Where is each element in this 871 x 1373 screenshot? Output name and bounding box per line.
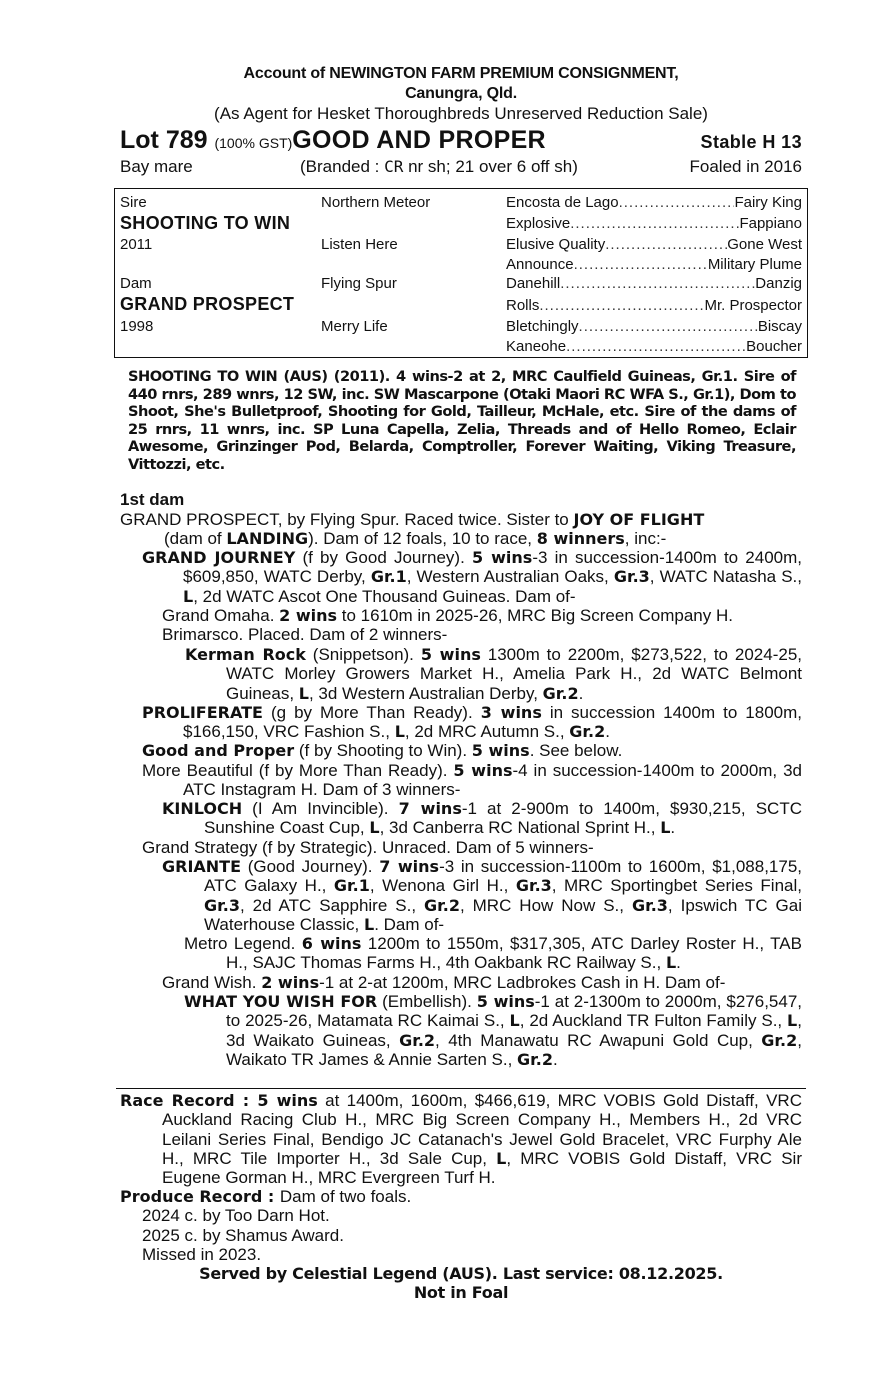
race-grade: L [496,1148,507,1168]
produce-item: Missed in 2023. [142,1245,262,1264]
ancestor-right: Gone West [727,236,802,253]
entry-text: , Wenona Girl H., [369,876,516,896]
progeny-name: Kerman Rock [185,645,306,664]
race-grade: Gr.1 [370,567,407,587]
race-grade: L [394,722,405,742]
stable-number: Stable H 13 [700,132,802,152]
winner-count: 8 winners [536,529,625,549]
brand-suffix: nr sh; 21 over 6 off sh) [403,157,578,176]
sire-description: SHOOTING TO WIN (AUS) (2011). 4 wins-2 at 2, MRC Caulfield Guineas, Gr.1. Sire of 440 rnrs, 289 wnrs, 12 SW, inc. SW Mascarpone (Otaki Maori RC WFA S., Gr.1), Dom to Shoot, She's Bulletproof, Shooting for Gold, Tailleur, McHale, etc. Sire of the dams of 25 rnrs, 11 wnrs, inc. SP Luna Capella, Zelia, Threads and of Hello Romeo, Eclair Awesome, Grinzinger Pod, Belarda, Comptroller, Forever Waiting, Viking Treasure, Vittozzi, etc. [128,368,796,473]
ancestor-right: Military Plume [707,256,802,273]
race-grade: L [665,953,677,973]
entry-text: -1 at 2-at 1200m, MRC Ladbrokes Cash in H. Dam of- [319,973,726,992]
win-count: 6 wins [301,934,362,953]
progeny-entry [162,973,802,992]
produce-item: 2024 c. by Too Darn Hot. [142,1206,330,1225]
win-count: 2 wins [261,973,320,992]
entry-text: , Ipswich TC Gai Waterhouse Classic, [204,895,803,934]
entry-text: -1 at 2-900m to 1400m, $930,215, SCTC Sunshine Coast Cup, [204,799,802,838]
dam-label: Dam [120,275,152,292]
ancestor-right: Mr. Prospector [704,297,802,314]
dam-name: GRAND PROSPECT [120,294,295,314]
leader-dots [570,214,739,234]
entry-text: -4 in succession-1400m to 2000m, 3d ATC Instagram H. Dam of 3 winners- [183,761,802,800]
brand-info [300,157,578,177]
pedigree-table [114,188,808,358]
win-count: 5 wins [257,1091,318,1110]
race-grade: L [363,914,375,934]
consignor-location: Canungra, Qld. [405,85,517,102]
entry-text: (g by More Than Ready). [262,703,481,722]
race-grade: L [183,586,194,606]
brand-mark: CR [384,157,404,176]
entry-text: Brimarsco. Placed. Dam of 2 winners- [162,625,448,644]
win-count: 7 wins [398,799,462,818]
progeny-entry [142,741,802,760]
race-grade: Gr.3 [631,895,668,915]
first-dam-text: GRAND PROSPECT, by Flying Spur. Raced twice. Sister to [120,510,574,529]
entry-text: , Western Australian Oaks, [406,567,614,587]
race-grade: L [787,1011,798,1031]
race-grade: Gr.2 [424,895,460,915]
progeny-entry [142,761,802,800]
race-grade: L [660,818,671,838]
entry-text: , 3d Canberra RC National Sprint H., [379,818,661,838]
race-record-label: Race Record : [120,1091,258,1110]
ancestor-row [506,235,802,255]
entry-text: . [676,953,681,973]
progeny-entry [162,606,802,625]
race-grade: Gr.2 [517,1049,553,1069]
progeny-entry [162,857,803,934]
first-dam-text: (dam of [164,529,227,549]
dam-sire: Flying Spur [321,275,397,292]
entry-text: . Dam of- [374,914,445,934]
foal-status: Not in Foal [413,1283,509,1302]
lot-line [120,126,802,156]
progeny-name: Good and Proper [142,741,295,760]
lot-title [120,126,546,155]
entry-text: (f by Shooting to Win). [294,741,472,760]
leader-dots [605,235,727,255]
ancestor-row [506,274,802,294]
progeny-name: GRIANTE [162,857,242,876]
race-grade: Gr.3 [204,895,240,915]
produce-item: 2025 c. by Shamus Award. [142,1226,344,1245]
produce-record-text: Dam of two foals. [279,1187,412,1206]
race-grade: Gr.2 [761,1030,798,1050]
leader-dots [579,317,758,337]
race-grade: Gr.2 [399,1030,436,1050]
entry-text: 1300m to 2200m, $273,522, to 2024-25, WATC Morley Growers Market H., Amelia Park H., 2d WATC Belmont Guineas, [226,645,803,703]
sire-dam: Listen Here [321,236,398,253]
entry-text: to 1610m in 2025-26, MRC Big Screen Company H. [337,606,733,625]
first-dam-text: , inc:- [624,529,667,549]
horse-name: GOOD AND PROPER [292,126,546,154]
race-record-text: at 1400m, 1600m, $466,619, MRC VOBIS Gold Distaff, VRC Auckland Racing Club H., MRC Big Screen Company H., Members H., 2d VRC Leilani Series Final, Bendigo JC Catanach's Jewel Gold Bracelet, VRC Furphy Ale H., MRC Tile Importer H., 3d Sale Cup, [162,1091,802,1168]
entry-text: , WATC Natasha S., [649,567,802,587]
ancestor-row [506,193,802,213]
race-record-text: , MRC VOBIS Gold Distaff, VRC Sir Eugene Gorman H., MRC Evergreen Turf H. [162,1148,802,1188]
sibling-progeny-name: LANDING [226,529,309,549]
win-count: 5 wins [476,992,535,1011]
win-count: 5 wins [420,645,481,664]
entry-text: (Snippetson). [305,645,421,664]
win-count: 5 wins [453,761,513,780]
leader-dots [574,255,708,275]
ancestor-left: Elusive Quality [506,236,606,253]
progeny-name: WHAT YOU WISH FOR [184,992,378,1011]
entry-text: , 4th Manawatu RC Awapuni Gold Cup, [435,1030,762,1050]
entry-text: , Waikato TR James & Annie Sarten S., [226,1030,802,1069]
race-grade: L [369,818,380,838]
entry-text: . [578,683,584,703]
progeny-entry [184,934,802,973]
ancestor-left: Explosive [506,215,571,232]
ancestor-right: Fairy King [734,194,802,211]
entry-text: , MRC How Now S., [459,895,632,915]
sire-label: Sire [120,194,147,211]
first-dam-heading: 1st dam [120,490,185,509]
ancestor-row [506,296,802,316]
entry-text: (f by Good Journey). [295,548,472,567]
dam-dam: Merry Life [321,318,388,335]
ancestor-right: Biscay [757,318,802,335]
entry-text: , 3d Waikato Guineas, [226,1011,802,1050]
race-grade: Gr.1 [333,876,370,896]
win-count: 5 wins [471,741,530,760]
entry-text: -3 in succession-1100m to 1600m, $1,088,175, ATC Galaxy H., [204,857,803,896]
lot-subline [120,157,802,179]
consignor-name: Account of NEWINGTON FARM PREMIUM CONSIGNMENT, [243,65,679,82]
progeny-entry [142,548,802,606]
progeny-entry [184,992,803,1069]
race-record [120,1091,802,1188]
progeny-entry [185,645,803,703]
horse-sex: Bay mare [120,157,193,176]
race-grade: Gr.3 [613,567,650,587]
foaled-year: Foaled in 2016 [689,157,802,176]
win-count: 2 wins [279,606,338,625]
entry-text: (Embellish). [377,992,477,1011]
entry-text: , 2d Auckland TR Fulton Family S., [519,1011,788,1031]
ancestor-left: Kaneohe [506,338,567,355]
ancestor-row [506,255,802,275]
win-count: 7 wins [379,857,440,876]
ancestor-left: Danehill [506,275,561,292]
section-divider [116,1088,806,1089]
entry-text: 1200m to 1550m, $317,305, ATC Darley Roster H., TAB H., SAJC Thomas Farms H., 4th Oakbank RC Railway S., [226,934,802,973]
leader-dots [539,296,704,316]
entry-text: (I Am Invincible). [242,799,399,818]
first-dam-text: ). Dam of 12 foals, 10 to race, [308,529,537,549]
consignor-header [120,64,802,124]
race-grade: L [298,683,309,703]
progeny-name: PROLIFERATE [142,703,263,722]
entry-text: -1 at 2-1300m to 2000m, $276,547, to 2025-26, Matamata RC Kaimai S., [226,992,803,1031]
ancestor-row [506,317,802,337]
win-count: 3 wins [480,703,542,722]
race-grade: Gr.2 [542,683,579,703]
progeny-entry [162,625,802,644]
sibling-name: JOY OF FLIGHT [573,510,705,529]
leader-dots [619,193,735,213]
ancestor-right: Danzig [755,275,802,292]
entry-text: . [605,722,610,742]
entry-text: Metro Legend. [184,934,302,953]
ancestor-left: Bletchingly [506,318,579,335]
progeny-entry [142,838,802,857]
leader-dots [566,337,746,357]
race-grade: Gr.2 [569,722,606,742]
ancestor-right: Boucher [746,338,802,355]
agent-line: (As Agent for Hesket Thoroughbreds Unreserved Reduction Sale) [214,104,708,123]
entry-text: , 2d MRC Autumn S., [404,722,570,742]
ancestor-row [506,214,802,234]
progeny-name: KINLOCH [162,799,243,818]
entry-text: . [670,818,676,838]
sire-year: 2011 [120,236,153,253]
win-count: 5 wins [471,548,533,567]
lot-number: Lot 789 [120,126,208,154]
ancestor-left: Rolls [506,297,540,314]
ancestor-left: Encosta de Lago [506,194,619,211]
sire-name: SHOOTING TO WIN [120,213,291,233]
entry-text: Grand Wish. [162,973,262,992]
entry-text: Grand Strategy (f by Strategic). Unraced. Dam of 5 winners- [142,838,594,857]
entry-text: . See below. [529,741,623,760]
entry-text: , 3d Western Australian Derby, [308,683,543,703]
produce-record [120,1187,802,1206]
race-grade: Gr.3 [515,876,552,896]
brand-prefix: (Branded : [300,157,385,176]
entry-text: , 2d WATC Ascot One Thousand Guineas. Dam of- [193,586,576,606]
ancestor-left: Announce [506,256,574,273]
progeny-entry [162,799,802,838]
progeny-entry [142,703,802,742]
sire-sire: Northern Meteor [321,194,431,211]
service-line: Served by Celestial Legend (AUS). Last service: 08.12.2025. [199,1264,723,1283]
entry-text: (Good Journey). [241,857,380,876]
ancestor-right: Fappiano [739,215,802,232]
race-grade: L [509,1011,520,1031]
entry-text: in succession 1400m to 1800m, $166,150, VRC Fashion S., [183,703,802,742]
entry-text: . [552,1049,558,1069]
ancestor-row [506,337,802,357]
entry-text: -3 in succession-1400m to 2400m, $609,850, WATC Derby, [183,548,802,587]
progeny-name: GRAND JOURNEY [142,548,296,567]
entry-text: , MRC Sportingbet Series Final, [551,876,802,896]
produce-record-label: Produce Record : [120,1187,280,1206]
entry-text: Grand Omaha. [162,606,280,625]
lot-gst: (100% GST) [214,135,293,151]
entry-text: , 2d ATC Sapphire S., [239,895,424,915]
entry-text: More Beautiful (f by More Than Ready). [142,761,454,780]
first-dam-entry [120,510,802,549]
dam-year: 1998 [120,318,154,335]
leader-dots [560,274,755,294]
